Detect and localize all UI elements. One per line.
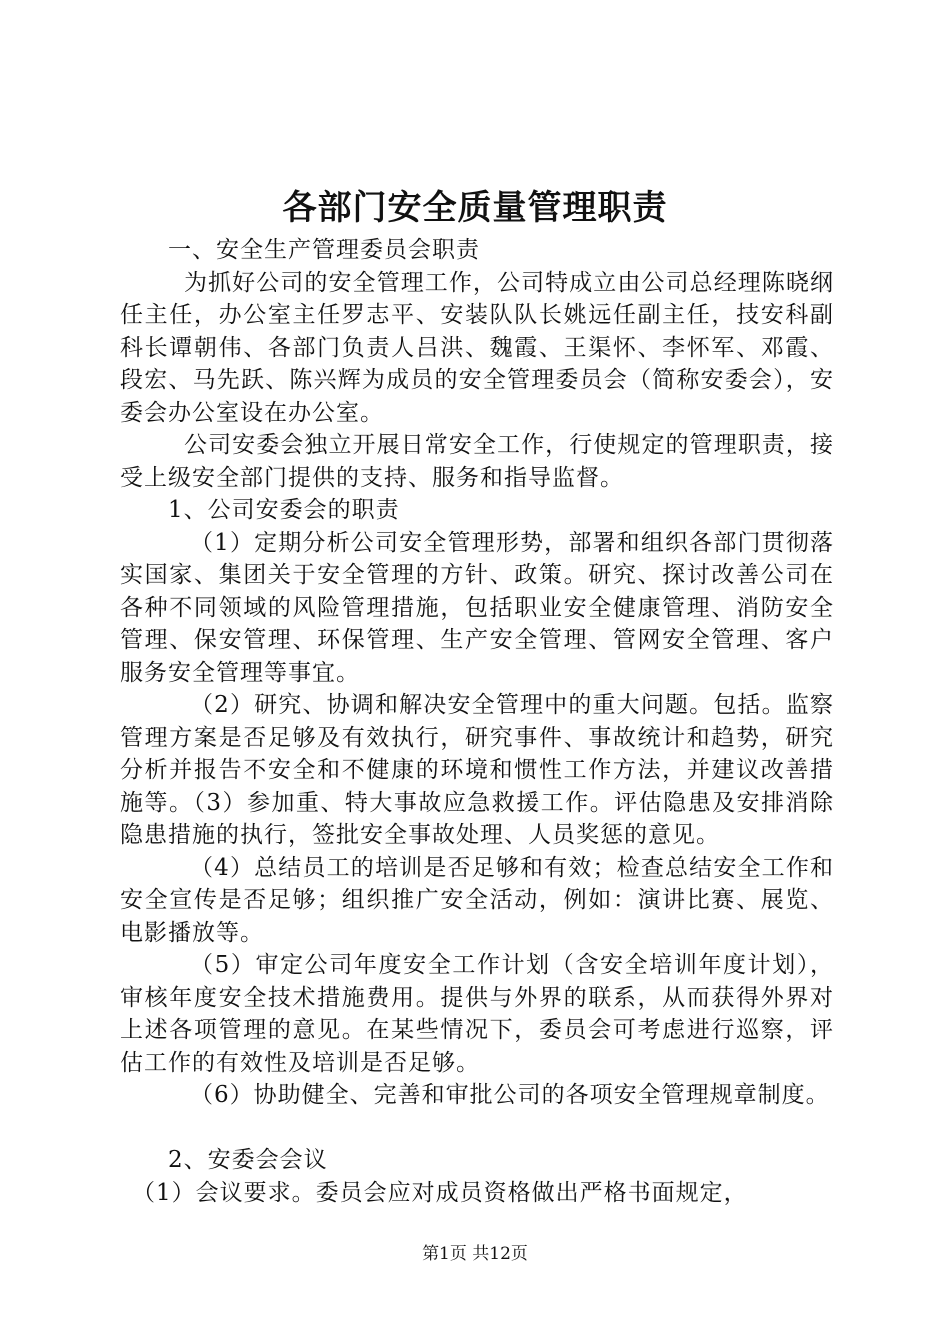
body-paragraph: （5）审定公司年度安全工作计划（含安全培训年度计划），审核年度安全技术措施费用。提供与外界的联系，从而获得外界对上述各项管理的意见。在某些情况下，委员会可考虑进行巡察，评估工作的有效性及培训是否足够。 <box>120 952 834 1076</box>
body-paragraph: （1）会议要求。委员会应对成员资格做出严格书面规定， <box>132 1179 748 1206</box>
document-body <box>120 234 834 1209</box>
section-heading: 一、安全生产管理委员会职责 <box>168 237 480 263</box>
subsection-heading: 2、安委会会议 <box>168 1147 328 1173</box>
subsection-heading: 1、公司安委会的职责 <box>168 497 400 523</box>
body-paragraph: （2）研究、协调和解决安全管理中的重大问题。包括。监察管理方案是否足够及有效执行，研究事件、事故统计和趋势，研究分析并报告不安全和不健康的环境和惯性工作方法，并建议改善措施等。（3）参加重、特大事故应急救援工作。评估隐患及安排消除隐患措施的执行，签批安全事故处理、人员奖惩的意见。 <box>120 692 834 848</box>
body-paragraph: （1）定期分析公司安全管理形势，部署和组织各部门贯彻落实国家、集团关于安全管理的方针、政策。研究、探讨改善公司在各种不同领域的风险管理措施，包括职业安全健康管理、消防安全管理、保安管理、环保管理、生产安全管理、管网安全管理、客户服务安全管理等事宜。 <box>120 529 834 686</box>
body-paragraph: （4）总结员工的培训是否足够和有效；检查总结安全工作和安全宣传是否足够；组织推广安全活动，例如：演讲比赛、展览、电影播放等。 <box>120 854 834 946</box>
body-paragraph: 公司安委会独立开展日常安全工作，行使规定的管理职责，接受上级安全部门提供的支持、服务和指导监督。 <box>120 432 834 491</box>
page-number-footer: 第1页 共12页 <box>422 1244 528 1264</box>
document-title: 各部门安全质量管理职责 <box>282 188 668 228</box>
body-paragraph: 为抓好公司的安全管理工作，公司特成立由公司总经理陈晓纲任主任，办公室主任罗志平、安装队队长姚远任副主任，技安科副科长谭朝伟、各部门负责人吕洪、魏霞、王渠怀、李怀军、邓霞、段宏、马先跃、陈兴辉为成员的安全管理委员会（简称安委会），安委会办公室设在办公室。 <box>120 269 834 426</box>
blank-line <box>120 1112 834 1145</box>
body-paragraph: （6）协助健全、完善和审批公司的各项安全管理规章制度。 <box>190 1082 830 1108</box>
